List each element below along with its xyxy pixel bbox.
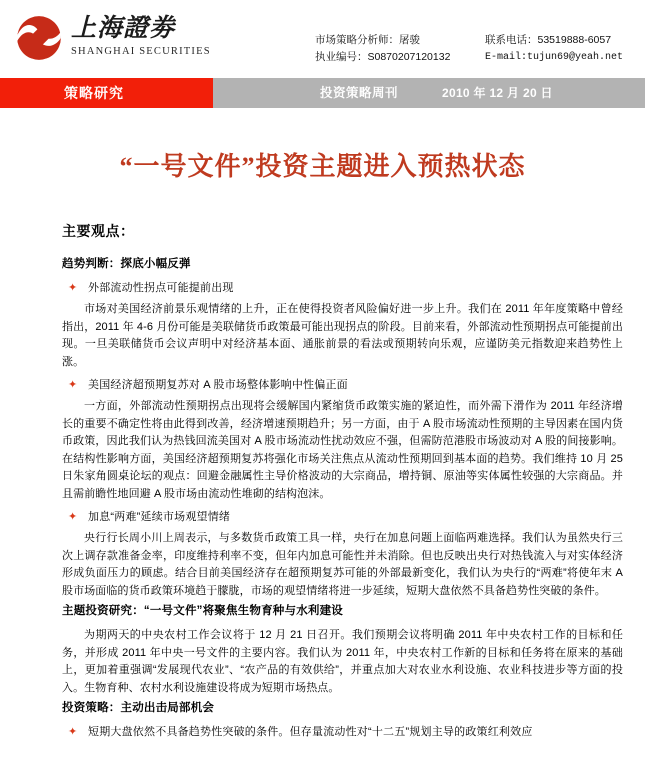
bullet-text: 加息“两难”延续市场观望情绪 (88, 511, 231, 523)
banner-category-label: 策略研究 (64, 85, 124, 101)
company-logo (13, 14, 211, 62)
contact-row-analyst (315, 32, 645, 49)
bullet-text: 美国经济超预期复苏对 A 股市场整体影响中性偏正面 (88, 379, 348, 391)
banner-date-label: 2010 年 12 月 20 日 (442, 86, 553, 100)
bullet-item (62, 377, 623, 393)
bullet-item (62, 724, 623, 740)
license-label: 执业编号：S0870207120132 (315, 51, 451, 63)
shanghai-securities-logo-icon (13, 14, 65, 62)
paragraph: 央行行长周小川上周表示，与多数货币政策工具一样，央行在加息问题上面临两难选择。我们认为虽然央行三次上调存款准备金率，印度维持利率不变，但年内加息可能性并未消除。但也反映出央行对热钱流入与对实体经济形成负面压力的顾虑。结合目前美国经济存在超预期复苏可能的外部最新变化，我们认为央行的“两难”将使年末 A 股市场面临的货币政策环境趋于朦胧，市场的观望情绪将进一步延续，短期大盘依然不具备趋势性突破的条件。 (62, 532, 623, 597)
bullet-text: 短期大盘依然不具备趋势性突破的条件。但存量流动性对“十二五”规划主导的政策红利效应 (88, 726, 533, 738)
logo-english-name: SHANGHAI SECURITIES (71, 46, 211, 57)
contact-row-license (315, 49, 645, 66)
category-banner (0, 78, 645, 108)
paragraph: 为期两天的中央农村工作会议将于 12 月 21 日召开。我们预期会议将明确 2011 年中央农村工作的目标和任务，并形成 2011 年中央一号文件的主要内容。我们认为 2011 年，中央农村工作新的目标和任务将在原来的基础上，更加着重强调“发展现代农业”、“农产品的有效供给”，并重点加大对农业水利设施、农业科技进步等方面的投入。生物育种、农村水利设施建设将成为短期市场热点。 (62, 629, 623, 694)
paragraph: 市场对美国经济前景乐观情绪的上升，正在使得投资者风险偏好进一步上升。我们在 2011 年年度策略中曾经指出，2011 年 4-6 月份可能是美联储货币政策最可能出现拐点的阶段。目前来看，外部流动性预期拐点可能提前出现。一旦美联储货币会议声明中对经济基本面、通胀前景的看法或预期转向乐观，应谨防美元指数迎来趋势性上涨。 (62, 303, 623, 368)
bullet-star-icon: ✦ (68, 726, 78, 738)
main-viewpoints-heading: 主要观点： (62, 223, 135, 239)
analyst-label: 市场策略分析师：屠骏 (315, 34, 420, 46)
email-label: E-mail:tujun69@yeah.net (485, 52, 624, 63)
page-header (0, 0, 645, 78)
banner-publication-label: 投资策略周刊 (320, 86, 399, 100)
logo-wordmark (71, 14, 211, 58)
bullet-text: 外部流动性拐点可能提前出现 (88, 282, 234, 294)
logo-chinese-name: 上海證劵 (71, 15, 176, 42)
section-heading-strategy: 投资策略：主动出击局部机会 (62, 702, 215, 714)
bullet-item (62, 509, 623, 525)
bullet-item (62, 280, 623, 296)
bullet-star-icon: ✦ (68, 511, 78, 523)
paragraph: 一方面，外部流动性预期拐点出现将会缓解国内紧缩货币政策实施的紧迫性，而外需下滑作为 2011 年经济增长的重要不确定性将由此得到改善，经济增速预期趋升；另一方面，由于 A 股市场流动性预期的主导因素在国内货币政策，因此我们认为热钱回流美国对 A 股市场流动性扰动效应不强，但需防范港股市场波动对 A 股的间接影响。在结构性影响方面，美国经济超预期复苏将强化市场关注焦点从流动性预期回到基本面的趋势。我们维持 10 月 25 日朱家角圆桌论坛的观点：回避金融属性主导价格波动的大宗商品，增持铜、原油等实体属性较强的大宗商品。并且需前瞻性地回避 A 股市场由流动性堆砌的结构泡沫。 (62, 400, 623, 500)
bullet-star-icon: ✦ (68, 282, 78, 294)
bullet-star-icon: ✦ (68, 379, 78, 391)
document-body (0, 182, 645, 740)
phone-label: 联系电话：53519888-6057 (485, 34, 612, 46)
section-heading-trend: 趋势判断：探底小幅反弹 (62, 258, 191, 270)
section-heading-theme: 主题投资研究：“一号文件”将聚焦生物育种与水利建设 (62, 605, 343, 617)
page-title: “一号文件”投资主题进入预热状态 (119, 152, 526, 181)
contact-info (315, 32, 645, 66)
